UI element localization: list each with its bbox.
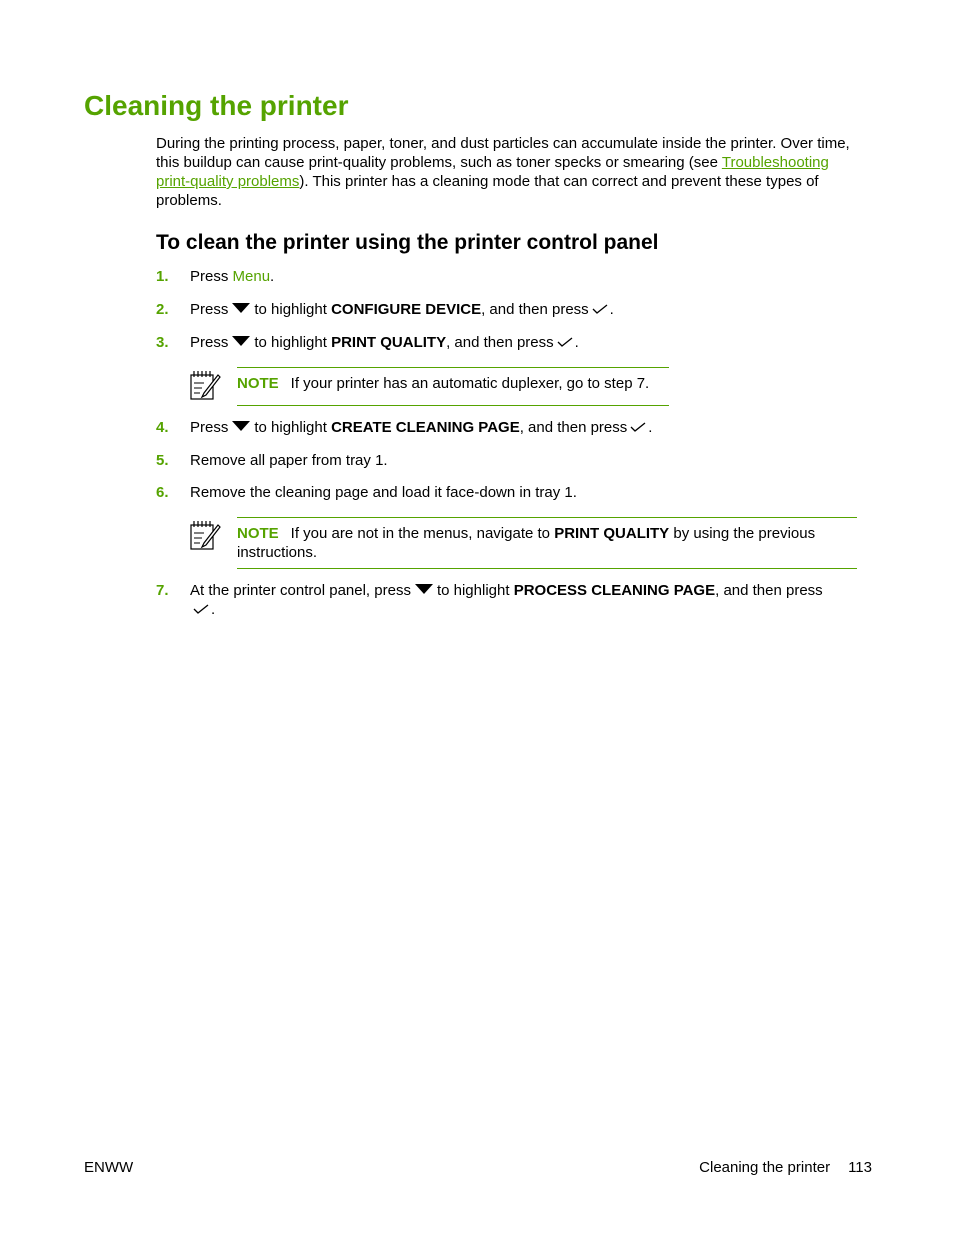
step-lead-text: At the printer control panel, press [190,582,411,599]
page-number: 113 [848,1159,872,1176]
page-title: Cleaning the printer [84,90,349,121]
note-box [237,367,669,406]
menu-item-name: PRINT QUALITY [331,334,447,351]
step-text [190,267,274,286]
step-then-text: , and then press [481,301,589,318]
note-pad-icon [188,369,222,401]
step-number: 3. [156,334,169,351]
step-end: . [609,301,614,318]
step-number: 4. [156,419,169,436]
intro-paragraph [156,134,856,210]
menu-item-name: PRINT QUALITY [554,525,670,542]
checkmark-icon [630,422,646,432]
note-body-end: by using the previous instructions. [237,525,816,561]
step-number: 5. [156,452,169,469]
note-pad-icon [188,519,222,551]
step-end: . [270,268,275,285]
note-box [237,517,857,569]
note-text [237,374,649,393]
step-number: 2. [156,301,169,318]
note-body: If you are not in the menus, navigate to [290,525,551,542]
step-text: Remove all paper from tray 1. [190,452,388,469]
step-end: . [648,419,653,436]
step-number: 7. [156,582,169,599]
step-text [190,333,579,352]
step-end: . [211,601,216,618]
step-then-text: , and then press [446,334,554,351]
step-highlight-text: to highlight [254,334,327,351]
step-number: 1. [156,268,169,285]
menu-button-label: Menu [232,268,271,285]
down-arrow-icon [232,421,250,431]
note-label: NOTE [237,525,279,542]
note-text [237,524,849,562]
troubleshooting-link[interactable]: Troubleshooting print-quality problems [156,154,829,190]
footer-left: ENWW [84,1159,134,1176]
step-highlight-text: to highlight [436,582,510,599]
intro-text-1: During the printing process, paper, toner, and dust particles can accumulate inside the printer. Over time, this buildup can cause print-quality problems, such as toner specks or smearing (see [156,135,850,171]
note-label: NOTE [237,375,279,392]
menu-item-name: CREATE CLEANING PAGE [331,419,520,436]
section-heading: To clean the printer using the printer control panel [156,231,659,254]
intro-text-2: ). This printer has a cleaning mode that can correct and prevent these types of problems. [156,173,819,209]
checkmark-icon [193,604,209,614]
step-press-word: Press [190,301,229,318]
step-text: Remove the cleaning page and load it face-down in tray 1. [190,484,577,501]
step-press-word: Press [190,334,229,351]
step-text [190,581,830,619]
footer-right [699,1158,872,1177]
step-press-word: Press [190,268,229,285]
menu-item-name: CONFIGURE DEVICE [331,301,482,318]
step-end: . [574,334,579,351]
step-then-text: , and then press [715,582,823,599]
note-body: If your printer has an automatic duplexer, go to step 7. [290,375,650,392]
step-number: 6. [156,484,169,501]
menu-item-name: PROCESS CLEANING PAGE [513,582,716,599]
step-text [190,418,652,437]
step-press-word: Press [190,419,229,436]
down-arrow-icon [232,336,250,346]
checkmark-icon [557,337,573,347]
step-highlight-text: to highlight [254,419,327,436]
checkmark-icon [592,304,608,314]
down-arrow-icon [232,303,250,313]
down-arrow-icon [415,584,433,594]
step-highlight-text: to highlight [254,301,327,318]
step-text [190,300,614,319]
footer-section: Cleaning the printer [699,1159,831,1176]
step-then-text: , and then press [519,419,628,436]
